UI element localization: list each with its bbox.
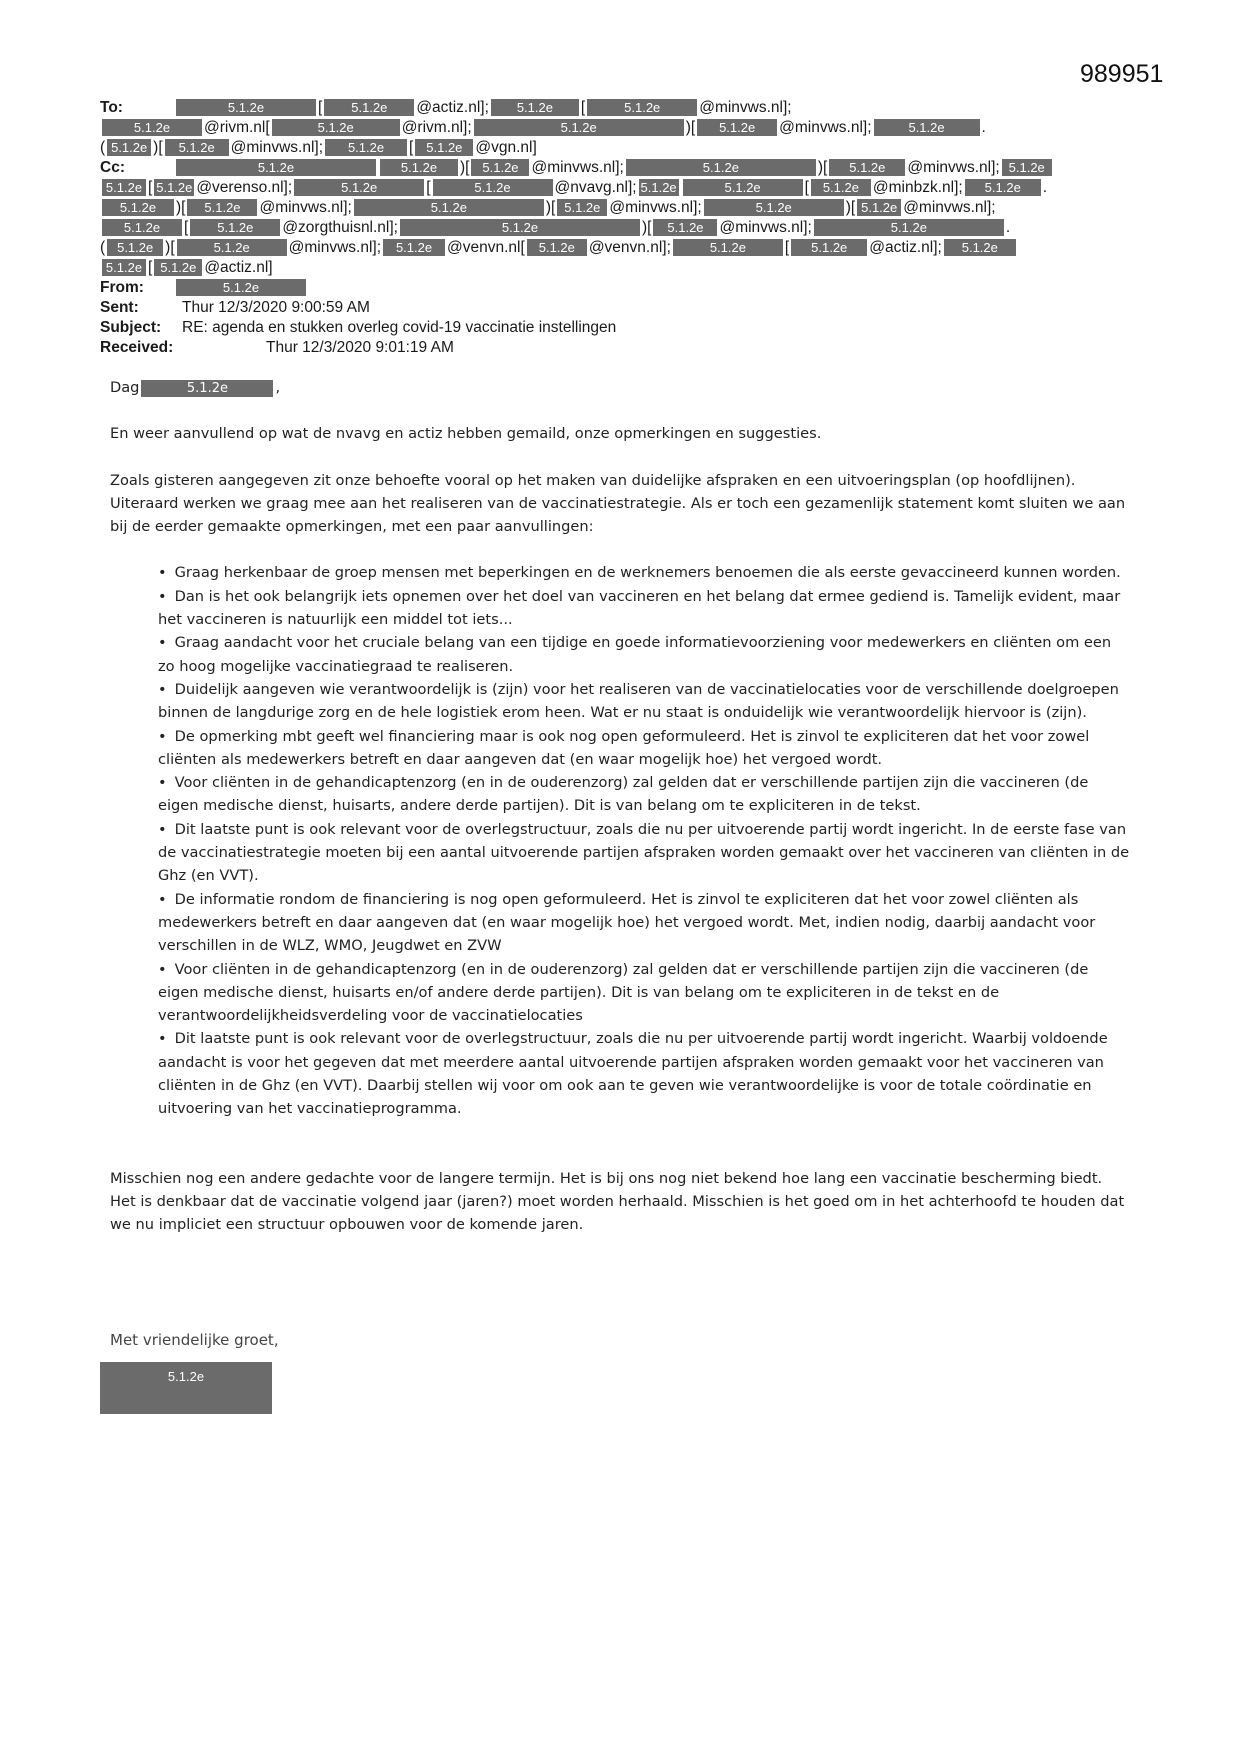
redacted-address: 5.1.2e: [190, 219, 280, 236]
redacted-address: 5.1.2e: [587, 99, 697, 116]
redacted-address: 5.1.2e: [829, 159, 905, 176]
bullet-icon: •: [158, 1030, 167, 1048]
meta-value: Thur 12/3/2020 9:00:59 AM: [182, 299, 370, 316]
outro-paragraph: Misschien nog een andere gedachte voor de langere termijn. Het is bij ons nog niet bekend hoe lang een vaccinatie bescherming biedt. Het is denkbaar dat de vaccinatie volgend jaar (jaren?) moet worden herhaald. Misschien is het goed om in het achterhoofd te houden dat we nu impliciet een structuur opbouwen voor de komende jaren.: [110, 1169, 1125, 1234]
list-item-text: Graag aandacht voor het cruciale belang van een tijdige en goede informatievoorziening voor medewerkers en cliënten om een zo hoog mogelijke vaccinatiegraad te realiseren.: [158, 634, 1112, 675]
redacted-address: 5.1.2e: [474, 119, 684, 136]
meta-key: Subject:: [100, 319, 162, 336]
list-item: [158, 888, 1130, 958]
redacted-address: 5.1.2e: [165, 139, 229, 156]
list-item: [158, 678, 1130, 725]
address-fragment: )[: [153, 139, 163, 156]
greeting-suffix: ,: [275, 379, 281, 396]
redacted-address: 5.1.2e: [102, 199, 174, 216]
address-fragment: .: [1042, 179, 1048, 196]
redacted-address: 5.1.2e: [324, 99, 414, 116]
redacted-address: 5.1.2e: [673, 239, 783, 256]
header-line: [100, 258, 1140, 278]
list-item-text: Dit laatste punt is ook relevant voor de overlegstructuur, zoals die nu per uitvoerende partij wordt ingericht. Waarbij voldoende aandacht is voor het gegeven dat met meerdere aantal uitvoerende partijen afspraken worden gemaakt voor het vaccineren van cliënten in de Ghz (en VVT). Daarbij stellen wij voor om ook aan te geven wie verantwoordelijke is voor de totale coördinatie en uitvoering van het vaccinatieprogramma.: [158, 1030, 1108, 1118]
address-fragment: )[: [176, 199, 186, 216]
redacted-address: 5.1.2e: [874, 119, 980, 136]
redacted-address: 5.1.2e: [107, 239, 163, 256]
list-item: [158, 585, 1130, 632]
list-item-text: Dan is het ook belangrijk iets opnemen over het doel van vaccineren en het belang dat ermee gediend is. Tamelijk evident, maar het vaccineren is natuurlijk een middel tot iets...: [158, 587, 1121, 629]
list-item-text: Duidelijk aangeven wie verantwoordelijk is (zijn) voor het realiseren van de vaccinatielocaties voor de verschillende doelgroepen binnen de langdurige zorg en de hele logistiek erom heen. Wat er nu staat is onduidelijk wie verantwoordelijk hiervoor is (zijn).: [158, 680, 1119, 722]
address-fragment: )[: [685, 119, 696, 136]
bullet-icon: •: [158, 587, 167, 605]
address-fragment: [: [318, 99, 323, 116]
redacted-address: 5.1.2e: [471, 159, 529, 176]
address-fragment: )[: [545, 199, 556, 216]
suggestion-list: [158, 561, 1130, 1120]
email-body: [110, 376, 1130, 1260]
redacted-name: 5.1.2e: [141, 380, 273, 397]
address-fragment: .: [1005, 219, 1011, 236]
address-fragment: )[: [165, 239, 175, 256]
redacted-address: 5.1.2e: [491, 99, 579, 116]
redacted-address: 5.1.2e: [400, 219, 640, 236]
address-fragment: @minvws.nl];: [907, 159, 1000, 176]
redacted-address: 5.1.2e: [683, 179, 803, 196]
address-fragment: (: [100, 239, 106, 256]
address-fragment: @nvavg.nl];: [554, 179, 637, 196]
greeting-prefix: Dag: [110, 379, 140, 396]
address-fragment: @minvws.nl];: [230, 139, 324, 156]
address-fragment: @vgn.nl]: [475, 139, 537, 156]
redacted-address: 5.1.2e: [965, 179, 1041, 196]
address-fragment: (: [100, 139, 106, 156]
redacted-address: 5.1.2e: [383, 239, 445, 256]
address-fragment: @venvn.nl[: [447, 239, 525, 256]
address-fragment: [: [409, 139, 414, 156]
redacted-address: 5.1.2e: [154, 259, 202, 276]
redacted-address: 5.1.2e: [944, 239, 1016, 256]
header-line: [100, 138, 1140, 158]
address-fragment: [: [580, 99, 586, 116]
redacted-address: 5.1.2e: [187, 199, 257, 216]
address-fragment: @minbzk.nl];: [872, 179, 963, 196]
list-item-text: De informatie rondom de financiering is nog open geformuleerd. Het is zinvol te expliciteren dat het voor zowel cliënten als medewerkers betreft en daar aangeven dat (en waar mogelijk hoe) het vergoed wordt. Met, indien nodig, daarbij aandacht voor verschillen in de WLZ, WMO, Jeugdwet en ZVW: [158, 890, 1096, 955]
address-fragment: @verenso.nl];: [196, 179, 293, 196]
meta-key: Sent:: [100, 299, 139, 316]
meta-value: RE: agenda en stukken overleg covid-19 vaccinatie instellingen: [182, 319, 617, 336]
address-fragment: @minvws.nl];: [531, 159, 624, 176]
recipient-headers: [100, 98, 1140, 298]
list-item: [158, 958, 1130, 1028]
redacted-address: 5.1.2e: [177, 239, 287, 256]
address-fragment: @rivm.nl];: [401, 119, 472, 136]
redacted-address: 5.1.2e: [176, 99, 316, 116]
address-fragment: [: [784, 239, 790, 256]
redacted-address: 5.1.2e: [294, 179, 424, 196]
header-line: [100, 218, 1140, 238]
greeting-line: [110, 376, 1130, 399]
list-item: [158, 818, 1130, 888]
header-line: [100, 278, 1140, 298]
redacted-address: 5.1.2e: [176, 279, 306, 296]
redacted-address: 5.1.2e: [156, 180, 193, 196]
list-item: [158, 561, 1130, 584]
meta-value: Thur 12/3/2020 9:01:19 AM: [266, 339, 454, 356]
header-label: From:: [100, 279, 144, 296]
address-fragment: @minvws.nl];: [609, 199, 702, 216]
address-fragment: @minvws.nl];: [259, 199, 352, 216]
address-fragment: [: [804, 179, 809, 196]
bullet-icon: •: [158, 890, 167, 908]
header-label: Cc:: [100, 159, 125, 176]
header-line: [100, 158, 1140, 178]
redacted-address: 5.1.2e: [857, 199, 901, 216]
list-item-text: Dit laatste punt is ook relevant voor de overlegstructuur, zoals die nu per uitvoerende partij wordt ingericht. In de eerste fase van de vaccinatiestrategie moeten bij een aantal uitvoerende partijen afspraken worden gemaakt over het vaccineren van cliënten in de Ghz (en VVT).: [158, 820, 1130, 885]
address-fragment: @actiz.nl];: [869, 239, 942, 256]
redacted-address: 5.1.2e: [704, 199, 844, 216]
header-line: [100, 178, 1140, 198]
header-line: [100, 118, 1140, 138]
meta-row: [100, 318, 616, 338]
intro-paragraph-1: En weer aanvullend op wat de nvavg en actiz hebben gemaild, onze opmerkingen en suggesties.: [110, 425, 822, 443]
list-item: [158, 631, 1130, 678]
redacted-address: 5.1.2e: [640, 180, 677, 196]
address-fragment: @actiz.nl];: [416, 99, 489, 116]
intro-paragraph-2: Zoals gisteren aangegeven zit onze behoefte vooral op het maken van duidelijke afspraken en een uitvoeringsplan (op hoofdlijnen). Uiteraard werken we graag mee aan het realiseren van de vaccinatiestrategie. Als er toch een gezamenlijk statement komt sluiten we aan bij de eerder gemaakte opmerkingen, met een paar aanvullingen:: [110, 471, 1126, 536]
redacted-address: 5.1.2e: [102, 179, 146, 196]
meta-row: [100, 338, 616, 358]
address-fragment: .: [981, 119, 986, 136]
list-item-text: De opmerking mbt geeft wel financiering maar is ook nog open geformuleerd. Het is zinvol te expliciteren dat het voor zowel cliënten als medewerkers betreft en daar aangeven dat (en waar mogelijk hoe) het vergoed wordt.: [158, 727, 1090, 768]
document-number: 989951: [1080, 60, 1164, 88]
redacted-address: 5.1.2e: [380, 159, 458, 176]
redacted-address: 5.1.2e: [272, 119, 400, 136]
address-fragment: )[: [642, 219, 652, 236]
redacted-address: 5.1.2e: [102, 119, 202, 136]
redacted-address: 5.1.2e: [354, 199, 544, 216]
redacted-address: 5.1.2e: [811, 179, 871, 196]
address-fragment: @minvws.nl];: [288, 239, 382, 256]
address-fragment: [: [148, 259, 153, 276]
header-line: [100, 198, 1140, 218]
redacted-address: 5.1.2e: [102, 219, 182, 236]
list-item-text: Graag herkenbaar de groep mensen met beperkingen en de werknemers benoemen die als eerste gevaccineerd kunnen worden.: [174, 564, 1121, 582]
address-fragment: @rivm.nl[: [204, 119, 270, 136]
address-fragment: [: [148, 179, 153, 196]
header-label: To:: [100, 99, 123, 116]
bullet-icon: •: [158, 727, 167, 745]
redacted-address: 5.1.2e: [107, 139, 151, 156]
address-fragment: @minvws.nl];: [779, 119, 872, 136]
bullet-icon: •: [158, 960, 167, 978]
message-meta: [100, 298, 616, 358]
header-line: [100, 98, 1140, 118]
redacted-address: 5.1.2e: [176, 159, 376, 176]
redacted-address: 5.1.2e: [626, 159, 816, 176]
list-item: [158, 1027, 1130, 1120]
bullet-icon: •: [158, 680, 167, 698]
list-item: [158, 771, 1130, 818]
bullet-icon: •: [158, 634, 167, 652]
address-fragment: @minvws.nl];: [699, 99, 792, 116]
bullet-icon: •: [158, 820, 167, 838]
list-item: [158, 725, 1130, 772]
list-item-text: Voor cliënten in de gehandicaptenzorg (en in de ouderenzorg) zal gelden dat er verschillende partijen zijn die vaccineren (de eigen medische dienst, huisarts en/of andere derde partijen). Dit is van belang om te expliciteren in de tekst en de verantwoordelijkheidsverdeling voor de vaccinatielocaties: [158, 960, 1089, 1025]
address-fragment: @minvws.nl];: [719, 219, 812, 236]
address-fragment: )[: [845, 199, 856, 216]
bullet-icon: •: [158, 774, 167, 792]
redacted-address: 5.1.2e: [325, 139, 407, 156]
redacted-address: 5.1.2e: [415, 139, 473, 156]
redacted-address: 5.1.2e: [557, 199, 607, 216]
redacted-address: 5.1.2e: [102, 259, 146, 276]
address-fragment: @zorgthuisnl.nl];: [282, 219, 398, 236]
address-fragment: )[: [817, 159, 828, 176]
address-fragment: )[: [460, 159, 470, 176]
redacted-address: 5.1.2e: [814, 219, 1004, 236]
address-fragment: @venvn.nl];: [588, 239, 671, 256]
list-item-text: Voor cliënten in de gehandicaptenzorg (en in de ouderenzorg) zal gelden dat er verschillende partijen zijn die vaccineren (de eigen medische dienst, huisarts, andere derde partijen). Dit is van belang om te expliciteren in de tekst.: [158, 774, 1089, 815]
redacted-signature: 5.1.2e: [100, 1362, 272, 1414]
redacted-address: 5.1.2e: [791, 239, 867, 256]
address-fragment: @minvws.nl];: [903, 199, 996, 216]
redacted-address: 5.1.2e: [527, 239, 587, 256]
closing-line: Met vriendelijke groet,: [110, 1331, 279, 1349]
address-fragment: [: [184, 219, 189, 236]
meta-row: [100, 298, 616, 318]
address-fragment: [: [426, 179, 431, 196]
meta-key: Received:: [100, 339, 174, 356]
address-fragment: @actiz.nl]: [204, 259, 273, 276]
bullet-icon: •: [158, 564, 167, 582]
redacted-address: 5.1.2e: [697, 119, 777, 136]
redacted-address: 5.1.2e: [1002, 159, 1052, 176]
redacted-address: 5.1.2e: [653, 219, 717, 236]
header-line: [100, 238, 1140, 258]
redacted-address: 5.1.2e: [433, 179, 553, 196]
